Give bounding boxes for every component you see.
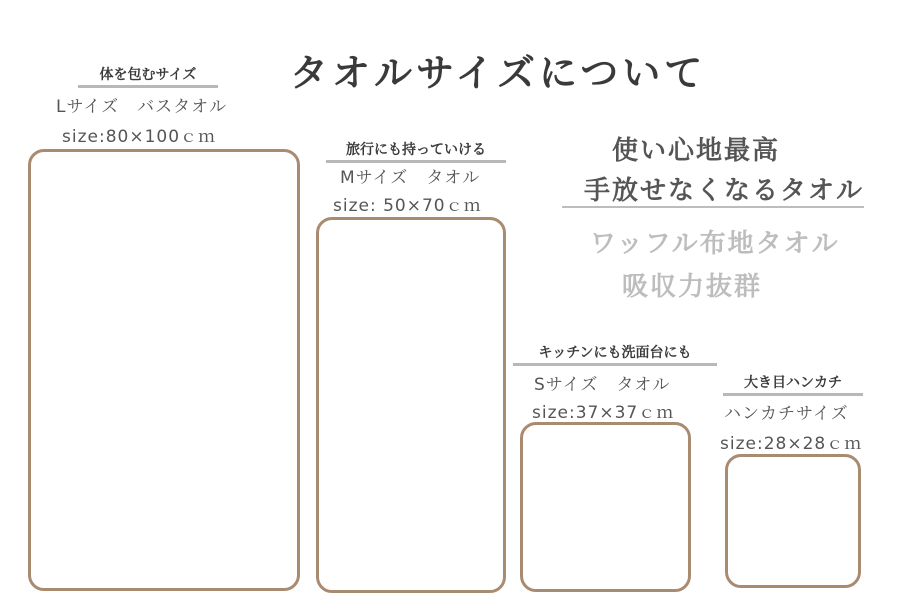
size-dimensions-l: size:80×100ｃｍ [62,127,217,147]
feature-line-1: 使い心地最高 [612,136,781,166]
size-name-l: Lサイズ バスタオル [56,97,228,117]
towel-outline-m [316,217,506,593]
size-name-s: Sサイズ タオル [534,375,671,395]
size-dimensions-handkerchief: size:28×28ｃｍ [720,434,863,454]
category-label-l: 体を包むサイズ [78,64,218,88]
feature-line-2: 手放せなくなるタオル [584,176,865,206]
size-dimensions-m: size: 50×70ｃｍ [333,196,482,216]
feature-divider [562,206,864,208]
towel-outline-handkerchief [725,454,861,588]
feature-line-3: ワッフル布地タオル [590,229,840,259]
category-label-m: 旅行にも持っていける [326,139,506,163]
towel-outline-s [520,422,691,592]
towel-outline-l [28,149,300,591]
size-name-handkerchief: ハンカチサイズ [724,404,849,424]
category-label-s: キッチンにも洗面台にも [513,342,717,366]
feature-line-4: 吸収力抜群 [622,272,763,302]
page-title: タオルサイズについて [290,51,707,95]
size-name-m: Mサイズ タオル [340,168,481,188]
size-dimensions-s: size:37×37ｃｍ [532,403,675,423]
category-label-handkerchief: 大き目ハンカチ [723,372,863,396]
